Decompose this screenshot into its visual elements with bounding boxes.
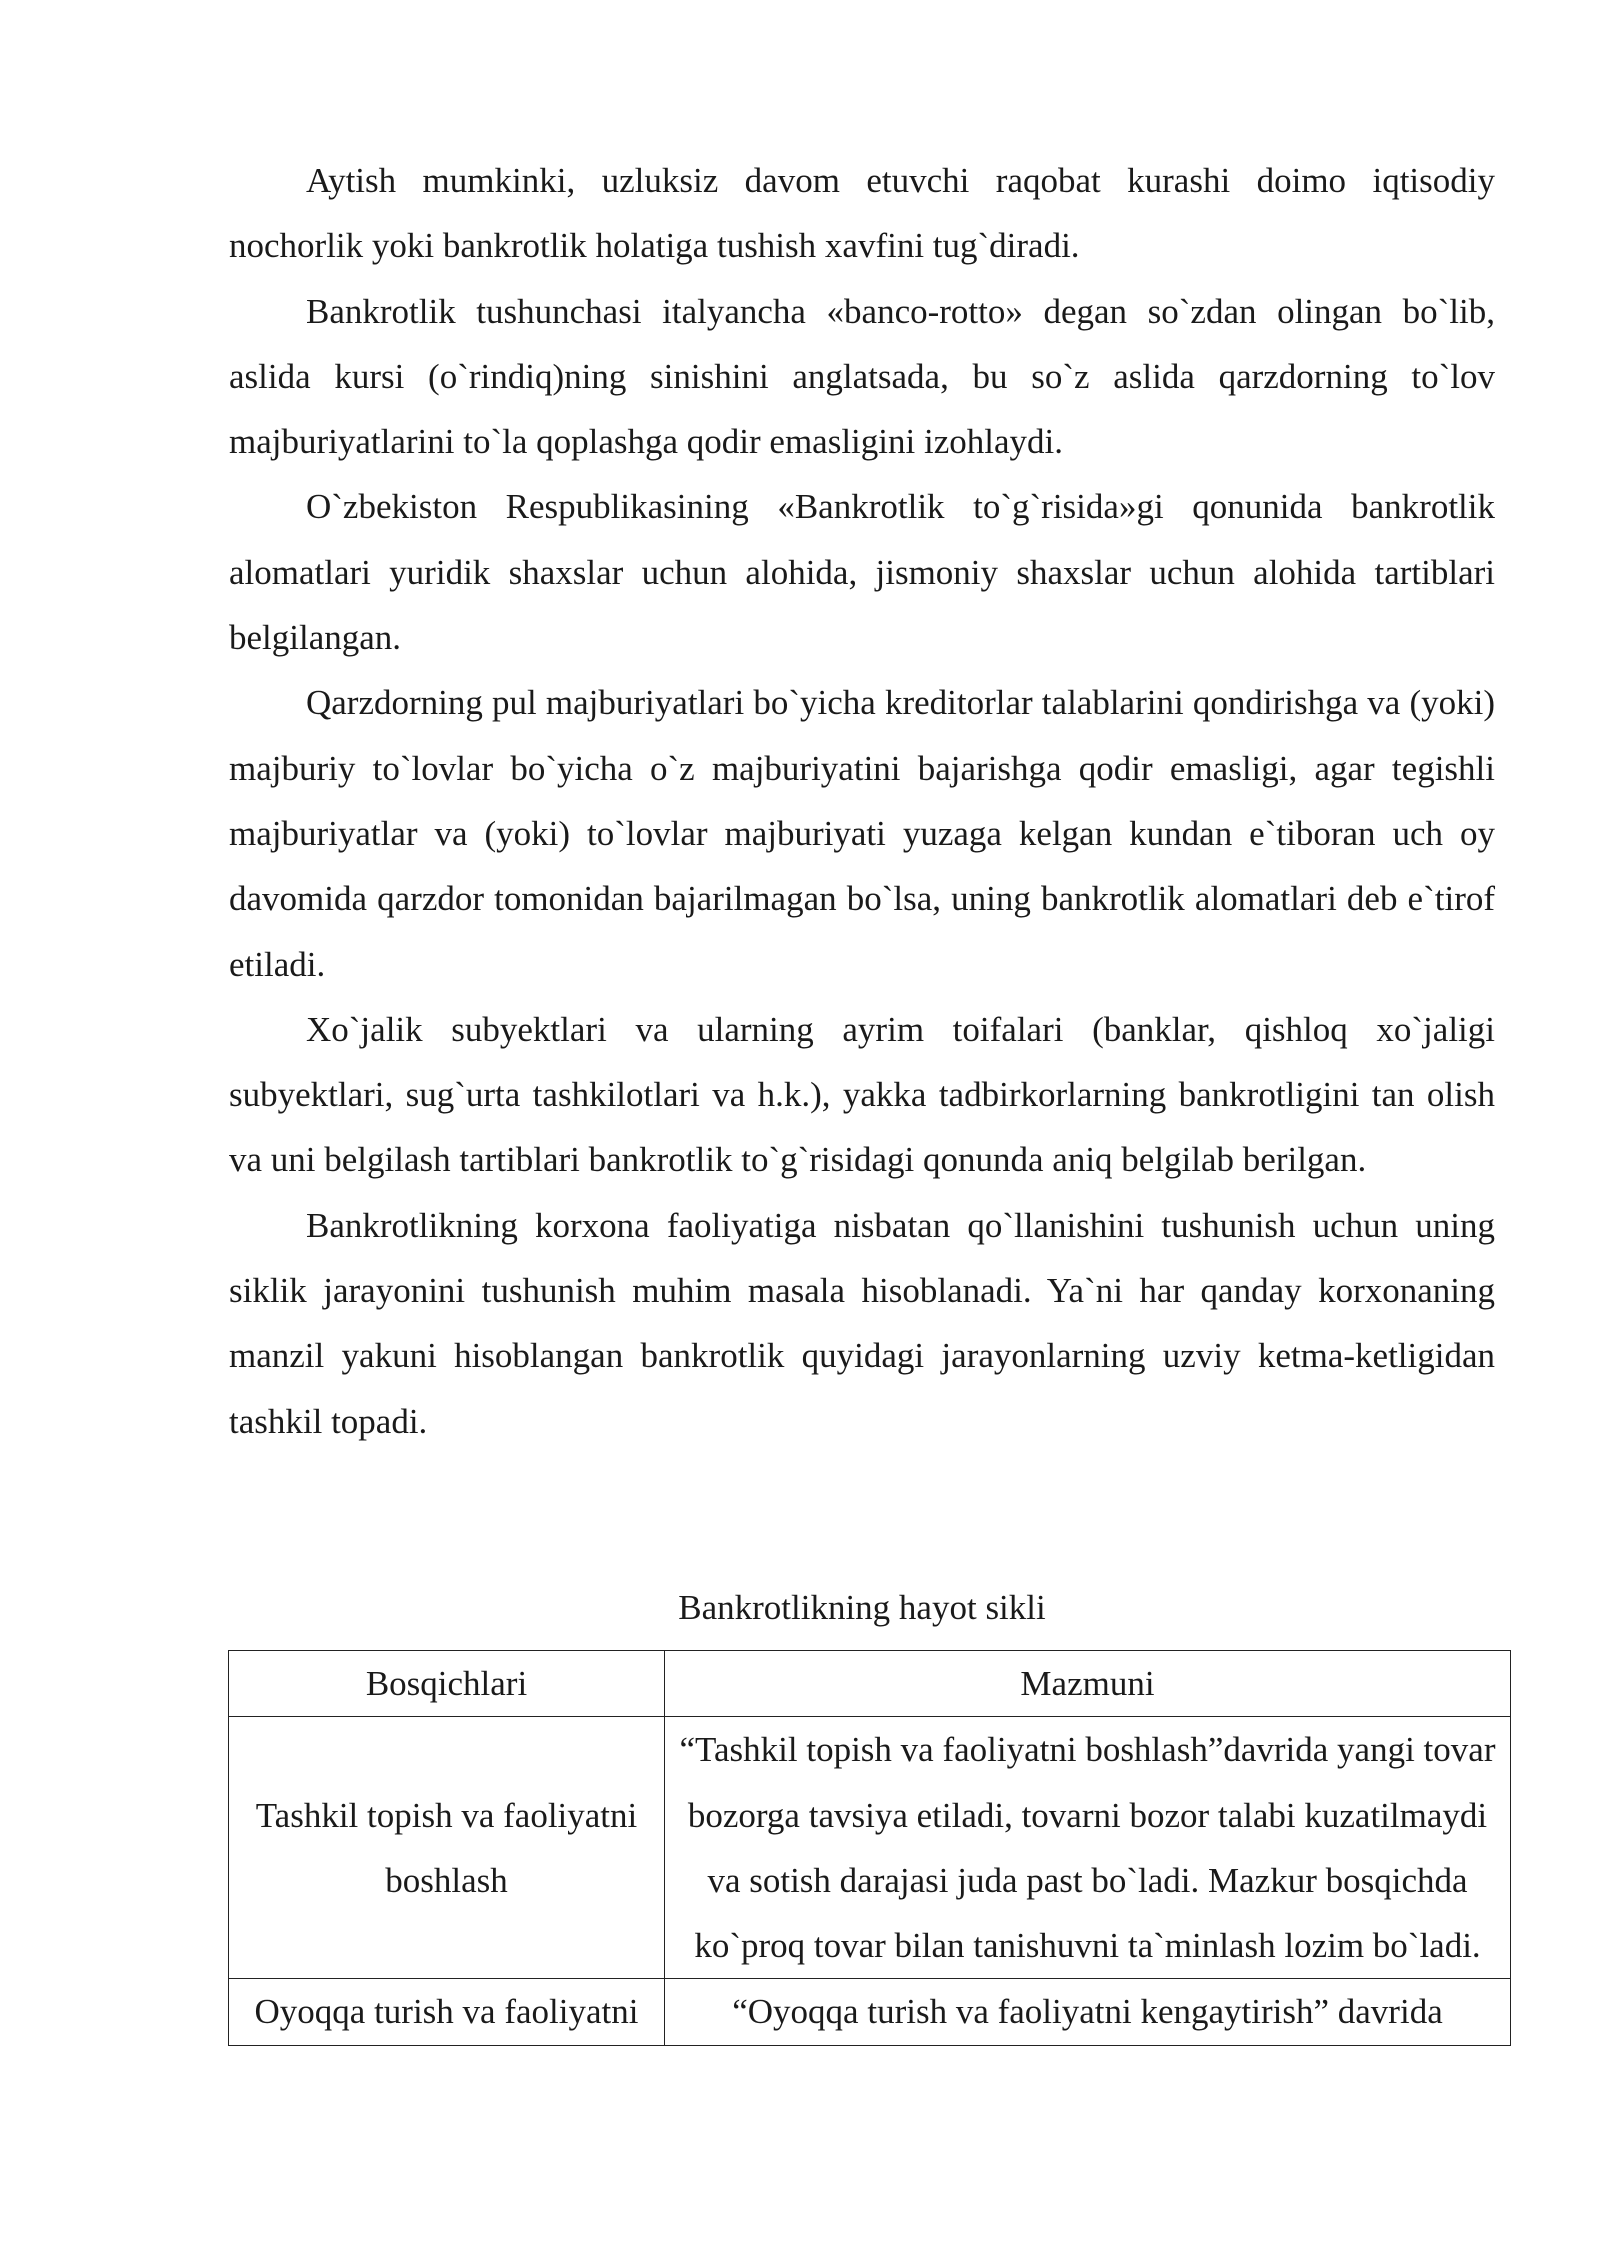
paragraph: Xo`jalik subyektlari va ularning ayrim toifalari (banklar, qishloq xo`jaligi subyektlari, sug`urta tashkilotlari va h.k.), yakka tadbirkorlarning bankrotligini tan olish va uni belgilash tartiblari bankrotlik to`g`risidagi qonunda aniq belgilab berilgan. bbox=[229, 1009, 1495, 1180]
life-cycle-table bbox=[228, 1650, 1511, 2046]
table-caption: Bankrotlikning hayot sikli bbox=[678, 1588, 1046, 1627]
document-body bbox=[229, 148, 1495, 1454]
stage-cell: Tashkil topish va faoliyatni boshlash bbox=[229, 1717, 665, 1979]
header-content: Mazmuni bbox=[665, 1651, 1511, 1717]
content-cell: “Oyoqqa turish va faoliyatni kengaytirish” davrida bbox=[665, 1979, 1511, 2045]
paragraph: Qarzdorning pul majburiyatlari bo`yicha kreditorlar talablarini qondirishga va (yoki) majburiy to`lovlar bo`yicha o`z majburiyatini bajarishga qodir emasligi, agar tegishli majburiyatlar va (yoki) to`lovlar majburiyati yuzaga kelgan kundan e`tiboran uch oy davomida qarzdor tomonidan bajarilmagan bo`lsa, uning bankrotlik alomatlari deb e`tirof etiladi. bbox=[229, 683, 1495, 984]
paragraph: Aytish mumkinki, uzluksiz davom etuvchi raqobat kurashi doimo iqtisodiy nochorlik yoki bankrotlik holatiga tushish xavfini tug`diradi. bbox=[229, 161, 1495, 266]
paragraph: Bankrotlikning korxona faoliyatiga nisbatan qo`llanishini tushunish uchun uning siklik jarayonini tushunish muhim masala hisoblanadi. Ya`ni har qanday korxonaning manzil yakuni hisoblangan bankrotlik quyidagi jarayonlarning uzviy ketma-ketligidan tashkil topadi. bbox=[229, 1205, 1495, 1441]
content-cell: “Tashkil topish va faoliyatni boshlash”davrida yangi tovar bozorga tavsiya etiladi, tovarni bozor talabi kuzatilmaydi va sotish darajasi juda past bo`ladi. Mazkur bosqichda ko`proq tovar bilan tanishuvni ta`minlash lozim bo`ladi. bbox=[665, 1717, 1511, 1979]
header-stages: Bosqichlari bbox=[229, 1651, 665, 1717]
stage-cell: Oyoqqa turish va faoliyatni bbox=[229, 1979, 665, 2045]
table-header-row bbox=[229, 1651, 1511, 1717]
table-row bbox=[229, 1979, 1511, 2045]
table-row bbox=[229, 1717, 1511, 1979]
paragraph: O`zbekiston Respublikasining «Bankrotlik to`g`risida»gi qonunida bankrotlik alomatlari yuridik shaxslar uchun alohida, jismoniy shaxslar uchun alohida tartiblari belgilangan. bbox=[229, 487, 1495, 658]
paragraph: Bankrotlik tushunchasi italyancha «banco-rotto» degan so`zdan olingan bo`lib, aslida kursi (o`rindiq)ning sinishini anglatsada, bu so`z aslida qarzdorning to`lov majburiyatlarini to`la qoplashga qodir emasligini izohlaydi. bbox=[229, 291, 1495, 462]
